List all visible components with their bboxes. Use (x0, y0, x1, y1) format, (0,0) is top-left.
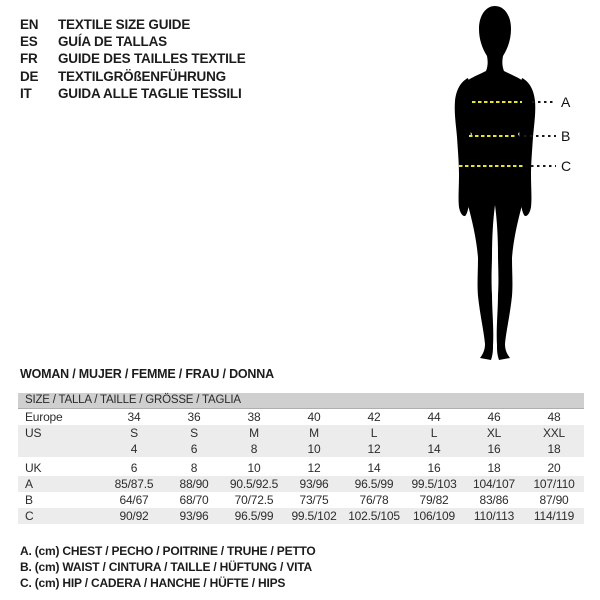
size-cell: 20 (547, 461, 561, 475)
size-cell: 6 (190, 442, 198, 456)
language-title: GUÍA DE TALLAS (58, 34, 167, 50)
size-cell: 106/109 (413, 509, 455, 523)
size-cell: 76/78 (359, 493, 389, 507)
row-label: B (25, 493, 33, 507)
language-row (20, 68, 246, 85)
size-cell: 73/75 (299, 493, 329, 507)
size-cell: 110/113 (473, 509, 515, 523)
size-cell: 48 (547, 410, 561, 424)
row-label: US (25, 426, 42, 440)
table-row (18, 492, 584, 508)
size-table-rows (18, 409, 584, 524)
size-cell: 8 (190, 461, 198, 475)
size-cell: 99.5/102 (291, 509, 337, 523)
size-cell: 102.5/105 (348, 509, 400, 523)
size-cell: 38 (247, 410, 261, 424)
size-cell: 4 (130, 442, 138, 456)
woman-silhouette (437, 0, 567, 375)
table-row (18, 441, 584, 457)
language-code: FR (20, 51, 38, 67)
size-cell: XL (486, 426, 502, 440)
size-cell: S (190, 426, 198, 440)
size-cell: 79/82 (419, 493, 449, 507)
size-cell: 36 (187, 410, 201, 424)
size-table (18, 393, 584, 524)
legend-waist: B. (cm) WAIST / CINTURA / TAILLE / HÜFTUNG / VITA (20, 560, 312, 574)
size-cell: 44 (427, 410, 441, 424)
measurement-legend (20, 543, 316, 591)
size-cell: 16 (427, 461, 441, 475)
size-cell: 96.5/99 (234, 509, 274, 523)
language-row (20, 85, 246, 102)
language-row (20, 16, 246, 33)
size-cell: 46 (487, 410, 501, 424)
language-row (20, 33, 246, 50)
size-cell: 99.5/103 (411, 477, 457, 491)
marker-b-label: B (561, 128, 571, 144)
row-label: C (25, 509, 34, 523)
row-label: Europe (25, 410, 63, 424)
table-row (18, 425, 584, 441)
language-code: IT (20, 85, 32, 101)
size-cell: S (130, 426, 138, 440)
size-cell: 34 (127, 410, 141, 424)
language-title: GUIDE DES TAILLES TEXTILE (58, 51, 246, 67)
size-cell: 70/72.5 (234, 493, 274, 507)
marker-a-label: A (561, 94, 571, 110)
size-cell: 18 (547, 442, 561, 456)
size-cell: 10 (307, 442, 321, 456)
table-row (18, 460, 584, 476)
size-table-header: SIZE / TALLA / TAILLE / GRÖSSE / TAGLIA (18, 393, 584, 409)
size-cell: 90.5/92.5 (229, 477, 279, 491)
row-label (18, 441, 104, 457)
size-cell: L (370, 426, 378, 440)
legend-hip: C. (cm) HIP / CADERA / HANCHE / HÜFTE / HIPS (20, 576, 286, 590)
size-cell: 114/119 (533, 509, 575, 523)
language-list (20, 16, 246, 102)
language-title: GUIDA ALLE TAGLIE TESSILI (58, 85, 242, 101)
marker-c-label: C (561, 158, 572, 174)
size-cell: 18 (487, 461, 501, 475)
silhouette-arm-path (519, 78, 535, 216)
size-cell: 85/87.5 (114, 477, 154, 491)
language-row (20, 50, 246, 67)
language-code: EN (20, 17, 39, 32)
size-cell: M (249, 426, 259, 440)
size-cell: 93/96 (179, 509, 209, 523)
size-cell: 40 (307, 410, 321, 424)
size-cell: 88/90 (179, 477, 209, 491)
size-cell: 14 (367, 461, 381, 475)
legend-chest: A. (cm) CHEST / PECHO / POITRINE / TRUHE / PETTO (20, 544, 316, 558)
size-cell: 83/86 (479, 493, 509, 507)
size-cell: 42 (367, 410, 381, 424)
table-row (18, 409, 584, 425)
size-cell: 10 (247, 461, 261, 475)
size-cell: 104/107 (473, 477, 515, 491)
size-cell: 93/96 (299, 477, 329, 491)
size-cell: 68/70 (179, 493, 209, 507)
gender-title: WOMAN / MUJER / FEMME / FRAU / DONNA (20, 367, 274, 381)
table-row (18, 508, 584, 524)
size-cell: 16 (487, 442, 501, 456)
size-cell: 6 (130, 461, 138, 475)
size-cell: 87/90 (539, 493, 569, 507)
size-cell: 14 (427, 442, 441, 456)
language-code: ES (20, 34, 38, 50)
size-cell: 96.5/99 (354, 477, 394, 491)
size-cell: 8 (250, 442, 258, 456)
size-cell: M (309, 426, 319, 440)
row-label: UK (25, 461, 42, 475)
size-cell: 12 (367, 442, 381, 456)
size-cell: 107/110 (533, 477, 575, 491)
row-label: A (25, 477, 33, 491)
size-cell: 64/67 (119, 493, 149, 507)
size-cell: L (430, 426, 438, 440)
table-row (18, 476, 584, 492)
size-cell: 12 (307, 461, 321, 475)
language-title: TEXTILGRÖßENFÜHRUNG (58, 68, 226, 84)
language-code: DE (20, 68, 39, 84)
language-title: TEXTILE SIZE GUIDE (58, 17, 191, 32)
size-cell: 90/92 (119, 509, 149, 523)
size-cell: XXL (542, 426, 566, 440)
